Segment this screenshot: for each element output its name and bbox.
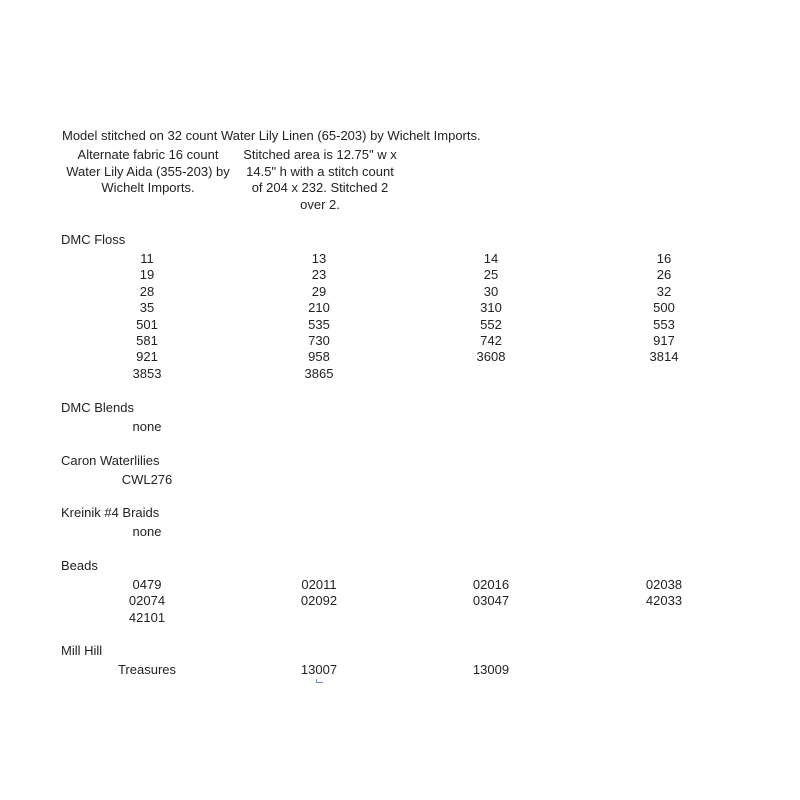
alternate-fabric-line: Water Lily Aida (355-203) by xyxy=(66,163,230,179)
floss-code: 730 xyxy=(308,332,330,348)
floss-code: 11 xyxy=(140,251,154,266)
mill-hill-section xyxy=(61,642,761,678)
floss-code: 14 xyxy=(483,251,499,266)
floss-code: 25 xyxy=(483,267,499,283)
floss-code: 921 xyxy=(136,349,158,365)
table-row xyxy=(61,333,761,349)
table-row xyxy=(61,593,761,609)
table-row xyxy=(61,577,761,593)
alternate-fabric-line: Alternate fabric 16 count xyxy=(77,147,219,162)
alternate-fabric-note xyxy=(58,147,238,197)
floss-code: 19 xyxy=(139,267,155,283)
section-title: Kreinik #4 Braids xyxy=(61,505,160,520)
floss-code: 16 xyxy=(656,251,672,266)
floss-code: 310 xyxy=(480,300,502,316)
floss-code: 13 xyxy=(311,251,327,266)
cursor-mark-icon xyxy=(316,679,323,683)
floss-code: 917 xyxy=(653,332,675,348)
section-title: Caron Waterlilies xyxy=(61,453,160,468)
table-row xyxy=(61,317,761,333)
model-fabric-line: Model stitched on 32 count Water Lily Linen (65-203) by Wichelt Imports. xyxy=(62,128,481,143)
bead-code: 03047 xyxy=(472,593,510,609)
table-row xyxy=(61,267,761,283)
table-row xyxy=(61,610,761,626)
table-row xyxy=(61,284,761,300)
section-title: DMC Blends xyxy=(61,400,134,415)
floss-code: 552 xyxy=(480,316,502,332)
kreinik-code: none xyxy=(132,524,162,539)
bead-code: 02038 xyxy=(645,577,683,592)
section-title: Mill Hill xyxy=(61,643,103,658)
floss-code: 210 xyxy=(308,300,330,316)
dmc-blends-section xyxy=(61,399,761,435)
stitched-area-line: 14.5" h with a stitch count xyxy=(246,163,394,179)
stitched-area-line: of 204 x 232. Stitched 2 xyxy=(251,180,389,195)
floss-code: 3608 xyxy=(476,349,506,365)
floss-code: 535 xyxy=(308,316,330,332)
floss-code: 3853 xyxy=(132,365,162,381)
table-row xyxy=(61,300,761,316)
floss-code: 742 xyxy=(480,332,502,348)
bead-code: 42033 xyxy=(645,593,683,609)
bead-code: 02074 xyxy=(128,593,166,609)
caron-grid xyxy=(61,472,761,488)
floss-code: 35 xyxy=(139,300,155,316)
table-row xyxy=(61,472,761,488)
floss-code: 32 xyxy=(656,283,672,299)
table-row xyxy=(61,366,761,382)
floss-code: 500 xyxy=(653,300,675,316)
table-row xyxy=(61,524,761,540)
mill-hill-label: Treasures xyxy=(117,662,177,677)
table-row xyxy=(61,662,761,678)
dmc-floss-section xyxy=(61,231,761,382)
bead-code: 02016 xyxy=(472,577,510,592)
floss-code: 501 xyxy=(136,316,158,332)
bead-code: 02092 xyxy=(300,593,338,609)
bead-code: 0479 xyxy=(132,577,162,592)
stitched-area-line: over 2. xyxy=(300,196,340,212)
caron-waterlilies-section xyxy=(61,452,761,488)
table-row xyxy=(61,349,761,365)
floss-grid xyxy=(61,251,761,382)
alternate-fabric-line: Wichelt Imports. xyxy=(101,180,195,195)
caron-code: CWL276 xyxy=(121,472,173,487)
table-row xyxy=(61,419,761,435)
section-title: Beads xyxy=(61,558,98,573)
floss-code: 3814 xyxy=(649,349,679,365)
section-title: DMC Floss xyxy=(61,232,126,247)
floss-code: 553 xyxy=(653,316,675,332)
bead-code: 42101 xyxy=(128,609,166,625)
table-row xyxy=(61,251,761,267)
blend-code: none xyxy=(132,419,162,434)
floss-code: 23 xyxy=(311,267,327,283)
floss-code: 30 xyxy=(483,283,499,299)
mill-hill-code: 13007 xyxy=(300,662,338,677)
mill-hill-grid xyxy=(61,662,761,678)
beads-section xyxy=(61,557,761,626)
stitched-area-note xyxy=(236,147,404,213)
blends-grid xyxy=(61,419,761,435)
bead-code: 02011 xyxy=(301,577,337,592)
beads-grid xyxy=(61,577,761,626)
floss-code: 3865 xyxy=(304,365,334,381)
mill-hill-code: 13009 xyxy=(472,662,510,677)
kreinik-grid xyxy=(61,524,761,540)
floss-code: 581 xyxy=(136,332,158,348)
floss-code: 29 xyxy=(311,283,327,299)
stitched-area-line: Stitched area is 12.75" w x xyxy=(243,147,397,162)
floss-code: 26 xyxy=(656,267,672,283)
kreinik-braids-section xyxy=(61,504,761,540)
floss-code: 28 xyxy=(139,283,155,299)
floss-code: 958 xyxy=(308,349,330,365)
